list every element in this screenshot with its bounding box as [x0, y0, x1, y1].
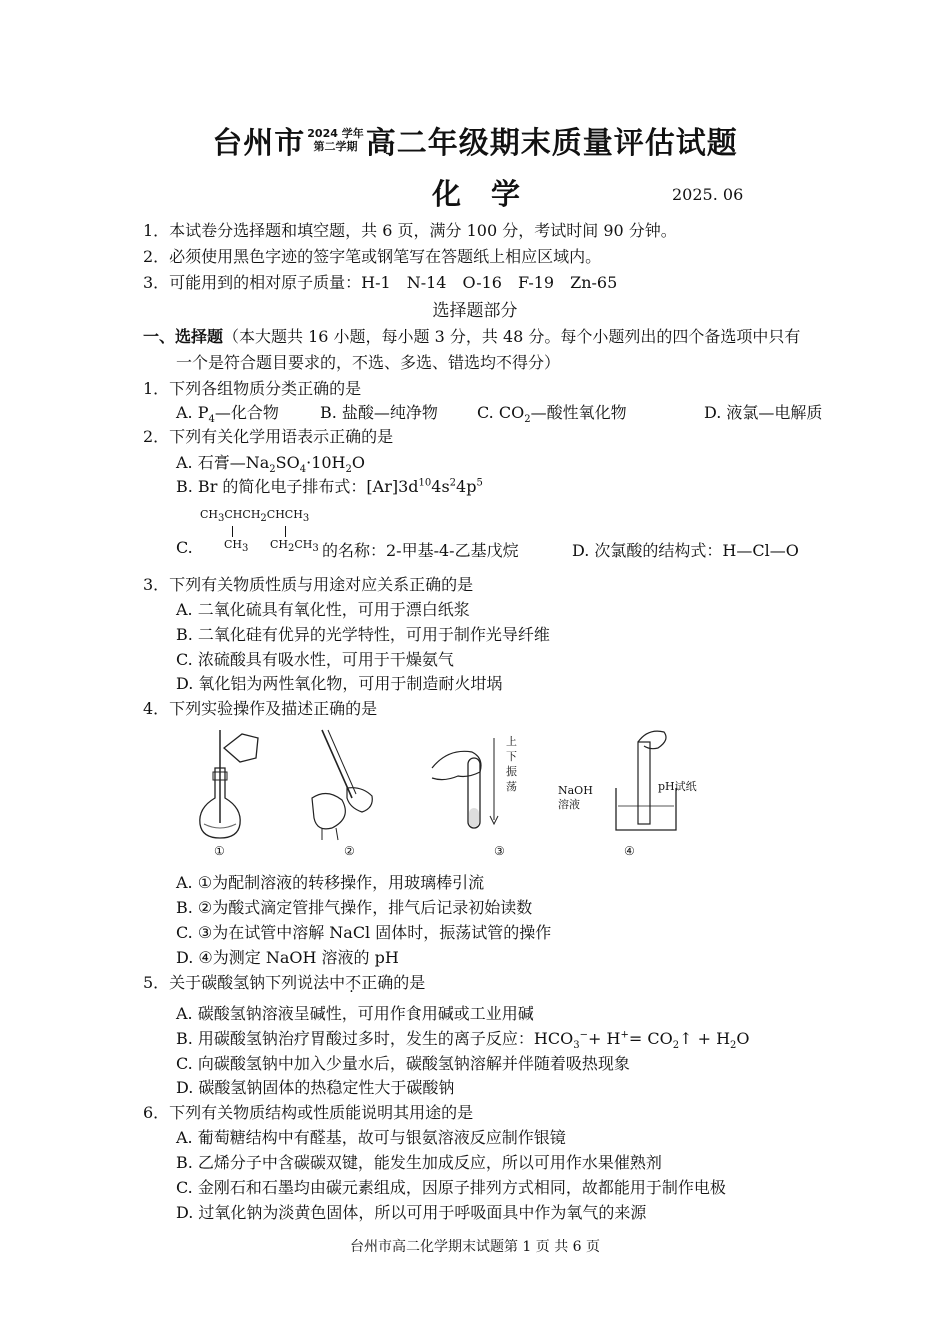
title-city: 台州市	[212, 126, 306, 161]
q2-structure-formula	[200, 508, 330, 554]
fig-label-3: ③	[494, 844, 505, 858]
fig-label-2: ②	[344, 844, 355, 858]
structure-branches	[200, 526, 330, 554]
exam-title	[0, 118, 950, 162]
q6-option-c: C. 金刚石和石墨均由碳元素组成，因原子排列方式相同，故都能用于制作电极	[176, 1178, 726, 1197]
fig3-caption: 上 下 振 荡	[506, 735, 517, 793]
q1-stem: 1．下列各组物质分类正确的是	[143, 379, 362, 398]
fig4-naoh-label: NaOH 溶液	[558, 784, 593, 811]
fig-label-1: ①	[214, 844, 225, 858]
branch-bond-1	[232, 526, 233, 537]
q4-option-a: A. ①为配制溶液的转移操作，用玻璃棒引流	[176, 873, 485, 892]
title-year-block	[307, 127, 363, 153]
q1-option-b: B. 盐酸—纯净物	[320, 403, 438, 422]
q1-option-d: D. 液氯—电解质	[704, 403, 823, 422]
q6-option-d: D. 过氧化钠为淡黄色固体，所以可用于呼吸面具中作为氧气的来源	[176, 1203, 647, 1222]
volumetric-flask-figure	[180, 728, 260, 843]
section-title: 选择题部分	[432, 301, 518, 321]
branch-bond-2	[285, 526, 286, 537]
branch-methyl: $CH_3$	[224, 538, 249, 555]
q2-option-d: D. 次氯酸的结构式：H—Cl—O	[572, 541, 799, 560]
q1-option-a: A. $P_4—$化合物	[176, 403, 279, 426]
q6-option-a: A. 葡萄糖结构中有醛基，故可与银氨溶液反应制作银镜	[176, 1128, 566, 1147]
q2-stem: 2．下列有关化学用语表示正确的是	[143, 427, 394, 446]
q4-option-c: C. ③为在试管中溶解 NaCl 固体时，振荡试管的操作	[176, 923, 552, 942]
title-year-line2: 第二学期	[313, 140, 358, 153]
q5-option-d: D. 碳酸氢钠固体的热稳定性大于碳酸钠	[176, 1078, 455, 1097]
fig-label-4: ④	[624, 844, 635, 858]
q4-stem: 4．下列实验操作及描述正确的是	[143, 699, 378, 718]
note-1: 1．本试卷分选择题和填空题，共 6 页，满分 100 分，考试时间 90 分钟。	[143, 221, 677, 240]
note-3: 3．可能用到的相对原子质量：H-1 N-14 O-16 F-19 Zn-65	[143, 273, 618, 292]
q5-option-c: C. 向碳酸氢钠中加入少量水后，碳酸氢钠溶解并伴随着吸热现象	[176, 1054, 630, 1073]
q6-stem: 6．下列有关物质结构或性质能说明其用途的是	[143, 1103, 474, 1122]
q4-figures	[180, 728, 740, 863]
part1-desc-line1	[143, 324, 800, 347]
q2-option-a: A. 石膏$—Na_2SO_4\cdot 10H_2O$	[176, 453, 366, 476]
q5-option-a: A. 碳酸氢钠溶液呈碱性，可用作食用碱或工业用碱	[176, 1004, 534, 1023]
q2-option-b: B. Br 的简化电子排布式：$[Ar]3d^{10}4s^24p^5$	[176, 477, 483, 496]
subject-title: 化学	[432, 177, 551, 211]
branch-ethyl: $CH_2CH_3$	[270, 538, 319, 555]
structure-main-chain: $CH_3CHCH_2CHCH_3$	[200, 508, 310, 525]
q3-stem: 3．下列有关物质性质与用途对应关系正确的是	[143, 575, 474, 594]
note-2: 2．必须使用黑色字迹的签字笔或钢笔写在答题纸上相应区域内。	[143, 247, 602, 266]
part1-desc-line2: 一个是符合题目要求的，不选、多选、错选均不得分）	[176, 353, 561, 372]
title-year-line1: 2024 学年	[307, 127, 364, 140]
part1-desc1: （本大题共 16 小题，每小题 3 分，共 48 分。每个小题列出的四个备选项中只有	[223, 327, 801, 346]
q3-option-d: D. 氧化铝为两性氧化物，可用于制造耐火坩埚	[176, 674, 503, 693]
burette-figure	[302, 728, 392, 843]
q6-option-b: B. 乙烯分子中含碳碳双键，能发生加成反应，所以可用作水果催熟剂	[176, 1153, 662, 1172]
q5-stem: 5．关于碳酸氢钠下列说法中不正确的是	[143, 973, 426, 992]
fig4-ph-paper-label: pH试纸	[658, 780, 697, 793]
title-rest: 高二年级期末质量评估试题	[365, 126, 738, 161]
part1-heading: 一、选择题	[143, 327, 224, 346]
exam-date: 2025. 06	[672, 185, 744, 204]
q5-option-b: B. 用碳酸氢钠治疗胃酸过多时，发生的离子反应：$HCO_3^-+ H^+=$ $CO_2↑ + H_2O$	[176, 1029, 750, 1052]
q4-option-b: B. ②为酸式滴定管排气操作，排气后记录初始读数	[176, 898, 533, 917]
page-footer: 台州市高二化学期末试题第 1 页 共 6 页	[349, 1239, 601, 1255]
q2-option-c-label: C.	[176, 538, 193, 557]
q3-option-b: B. 二氧化硅有优异的光学特性，可用于制作光导纤维	[176, 625, 550, 644]
q3-option-c: C. 浓硫酸具有吸水性，可用于干燥氨气	[176, 650, 454, 669]
q2-option-c-text: 的名称：2-甲基-4-乙基戊烷	[322, 541, 519, 560]
q3-option-a: A. 二氧化硫具有氧化性，可用于漂白纸浆	[176, 600, 470, 619]
q1-option-c: C. $CO_2—$酸性氧化物	[477, 403, 627, 426]
q4-option-d: D. ④为测定 NaOH 溶液的 pH	[176, 948, 399, 967]
